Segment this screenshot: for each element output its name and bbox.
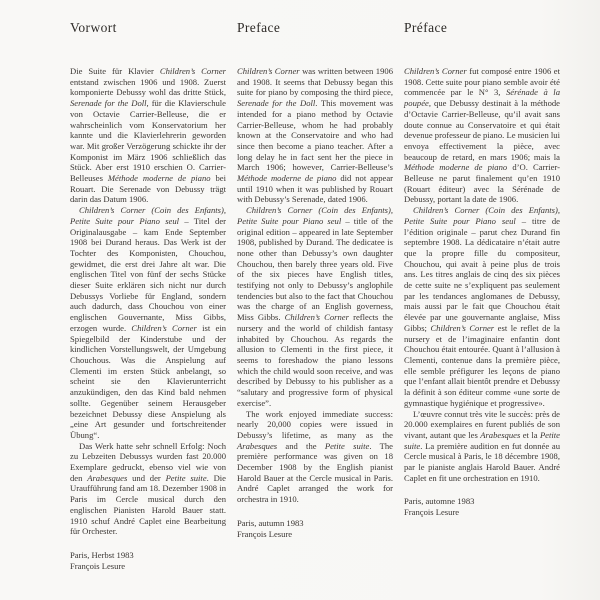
- paragraph: Children’s Corner was written between 1906 and 1908. It seems that Debussy began this suite for piano by composing the third piece, Serenade for the Doll. This movement was intended for a piano method by Octavie Carrier-Belleuse, whom he had probably known at the Conservatoire and who had since then become a piano teacher. After a long delay he in fact sent her the piece in March 1906; however, Carrier-Belleuse’s Méthode moderne de piano did not appear until 1910 when it was published by Rouart with Debussy’s Serenade, dated 1906.: [237, 66, 393, 205]
- signoff: [237, 518, 393, 539]
- paragraph: Die Suite für Klavier Children’s Corner entstand zwischen 1906 und 1908. Zuerst komponierte Debussy wohl das dritte Stück, Serenade for the Doll, für die Klavierschule von Octavie Carrier-Belleuse, die er wahrscheinlich vom Konservatorium her kannte und die Klavierlehrerin geworden war. Mit großer Verzögerung schickte ihr der Komponist im März 1906 schließlich das Stück. Aber erst 1910 erschien O. Carrier-Belleuses Méthode moderne de piano bei Rouart. Die Serenade von Debussy trägt darin das Datum 1906.: [70, 66, 226, 205]
- paragraph: L’œuvre connut très vite le succès: près de 20.000 exemplaires en furent publiés de son vivant, autant que les Arabesques et la Petite suite. La première audition en fut donnée au Cercle musical à Paris, le 18 décembre 1908, par le pianiste anglais Harold Bauer. André Caplet en fit une orchestration en 1910.: [404, 408, 560, 483]
- heading-preface-en: Preface: [237, 20, 281, 35]
- column-preface-en: [237, 20, 393, 571]
- signoff-place-date: Paris, automne 1983: [404, 496, 475, 507]
- heading-preface-fr: Préface: [404, 20, 448, 35]
- paragraph: Children’s Corner (Coin des Enfants), Petite Suite pour Piano seul – Titel der Originalausgabe – kam Ende September 1908 bei Durand heraus. Das Werk ist der Tochter des Komponisten, Chouchou, gewidmet, die erst drei Jahre alt war. Die englischen Titel von fünf der sechs Stücke dieser Suite erklären sich nicht nur durch Debussys Vorliebe für England, sondern auch dadurch, dass Chouchou von einer englischen Gouvernante, Miss Gibbs, erzogen wurde. Children’s Corner ist ein Spiegelbild der Kinderstube und der kindlichen Vorstellungswelt, der Umgebung Chouchous. Was die Anspielung auf Clementi im ersten Stück anbelangt, so scheint sie den Klavierunterricht anzukündigen, den das Kind bald nehmen sollte. Gegenüber seinem Herausgeber bezeichnet Debussy diese Anspielung als „eine Art gesunder und fortschreitender Übung“.: [70, 205, 226, 440]
- paragraph: Children’s Corner fut composé entre 1906 et 1908. Cette suite pour piano semble avoir été commencée par le N° 3, Sérénade à la poupée, que Debussy destinait à la méthode d’Octavie Carrier-Belleuse, qu’il avait sans doute connue au Conservatoire et qui était devenue professeur de piano. Le musicien lui envoya effectivement la pièce, avec beaucoup de retard, en mars 1906; mais la Méthode moderne de piano d’O. Carrier-Belleuse ne parut finalement qu’en 1910 (Rouart éditeur) avec la Sérénade de Debussy, portant la date de 1906.: [404, 66, 561, 205]
- paragraph: Das Werk hatte sehr schnell Erfolg: Noch zu Lebzeiten Debussys wurden fast 20.000 Exemplare gedruckt, ebenso viel wie von den Arabesques und der Petite suite. Die Uraufführung fand am 18. Dezember 1908 in Paris im Cercle musical durch den englischen Pianisten Harold Bauer statt. 1910 schuf André Caplet eine Bearbeitung für Orchester.: [70, 440, 226, 537]
- paragraph: Children’s Corner (Coin des Enfants), Petite Suite pour Piano seul – title of the original edition – appeared in late September 1908, published by Durand. The dedicatee is none other than Debussy’s own daughter Chouchou, then barely three years old. Five of the six pieces have English titles, testifying not only to Debussy’s anglophile tendencies but also to the fact that Chouchou was the charge of an English governess, Miss Gibbs. Children’s Corner reflects the nursery and the world of childish fantasy inhabited by Chouchou. As regards the allusion to Clementi in the first piece, it seems to foreshadow the piano lessons which the child would soon receive, and was described by Debussy to his publisher as a “salutary and progressive form of physical exercise”.: [237, 205, 393, 408]
- signoff-place-date: Paris, Herbst 1983: [70, 549, 134, 560]
- signoff-place-date: Paris, autumn 1983: [237, 517, 304, 528]
- preface-columns: [70, 20, 560, 571]
- paragraph: The work enjoyed immediate success: nearly 20,000 copies were issued in Debussy’s lifetime, as many as the Arabesques and the Petite suite. The première performance was given on 18 December 1908 by the English pianist Harold Bauer at the Cercle musical in Paris. André Caplet arranged the work for orchestra in 1910.: [237, 408, 393, 505]
- heading-vorwort: Vorwort: [70, 20, 117, 35]
- signoff: [404, 496, 560, 517]
- column-preface-fr: [404, 20, 560, 571]
- signoff-author: François Lesure: [237, 528, 293, 539]
- column-vorwort: [70, 20, 226, 571]
- signoff-author: François Lesure: [70, 560, 126, 571]
- signoff: [70, 550, 226, 571]
- paragraph: Children’s Corner (Coin des Enfants), Petite Suite pour Piano seul – titre de l’édition originale – parut chez Durand fin septembre 1908. La dédicataire n’était autre que la propre fille du compositeur, Chouchou, qui avait à peine plus de trois ans. Les titres anglais de cinq des six pièces de cette suite ne s’expliquent pas seulement par les tendances anglomanes de Debussy, mais aussi par le fait que Chouchou était élevée par une gouvernante anglaise, Miss Gibbs; Children’s Corner est le reflet de la nursery et de l’imaginaire enfantin dont Chouchou était entourée. Quant à l’allusion à Clementi, contenue dans la première pièce, elle semble préfigurer les leçons de piano que l’enfant allait bientôt prendre et Debussy la définit à son éditeur comme «une sorte de gymnastique hygiénique et progressive».: [404, 205, 560, 408]
- signoff-author: François Lesure: [404, 507, 460, 518]
